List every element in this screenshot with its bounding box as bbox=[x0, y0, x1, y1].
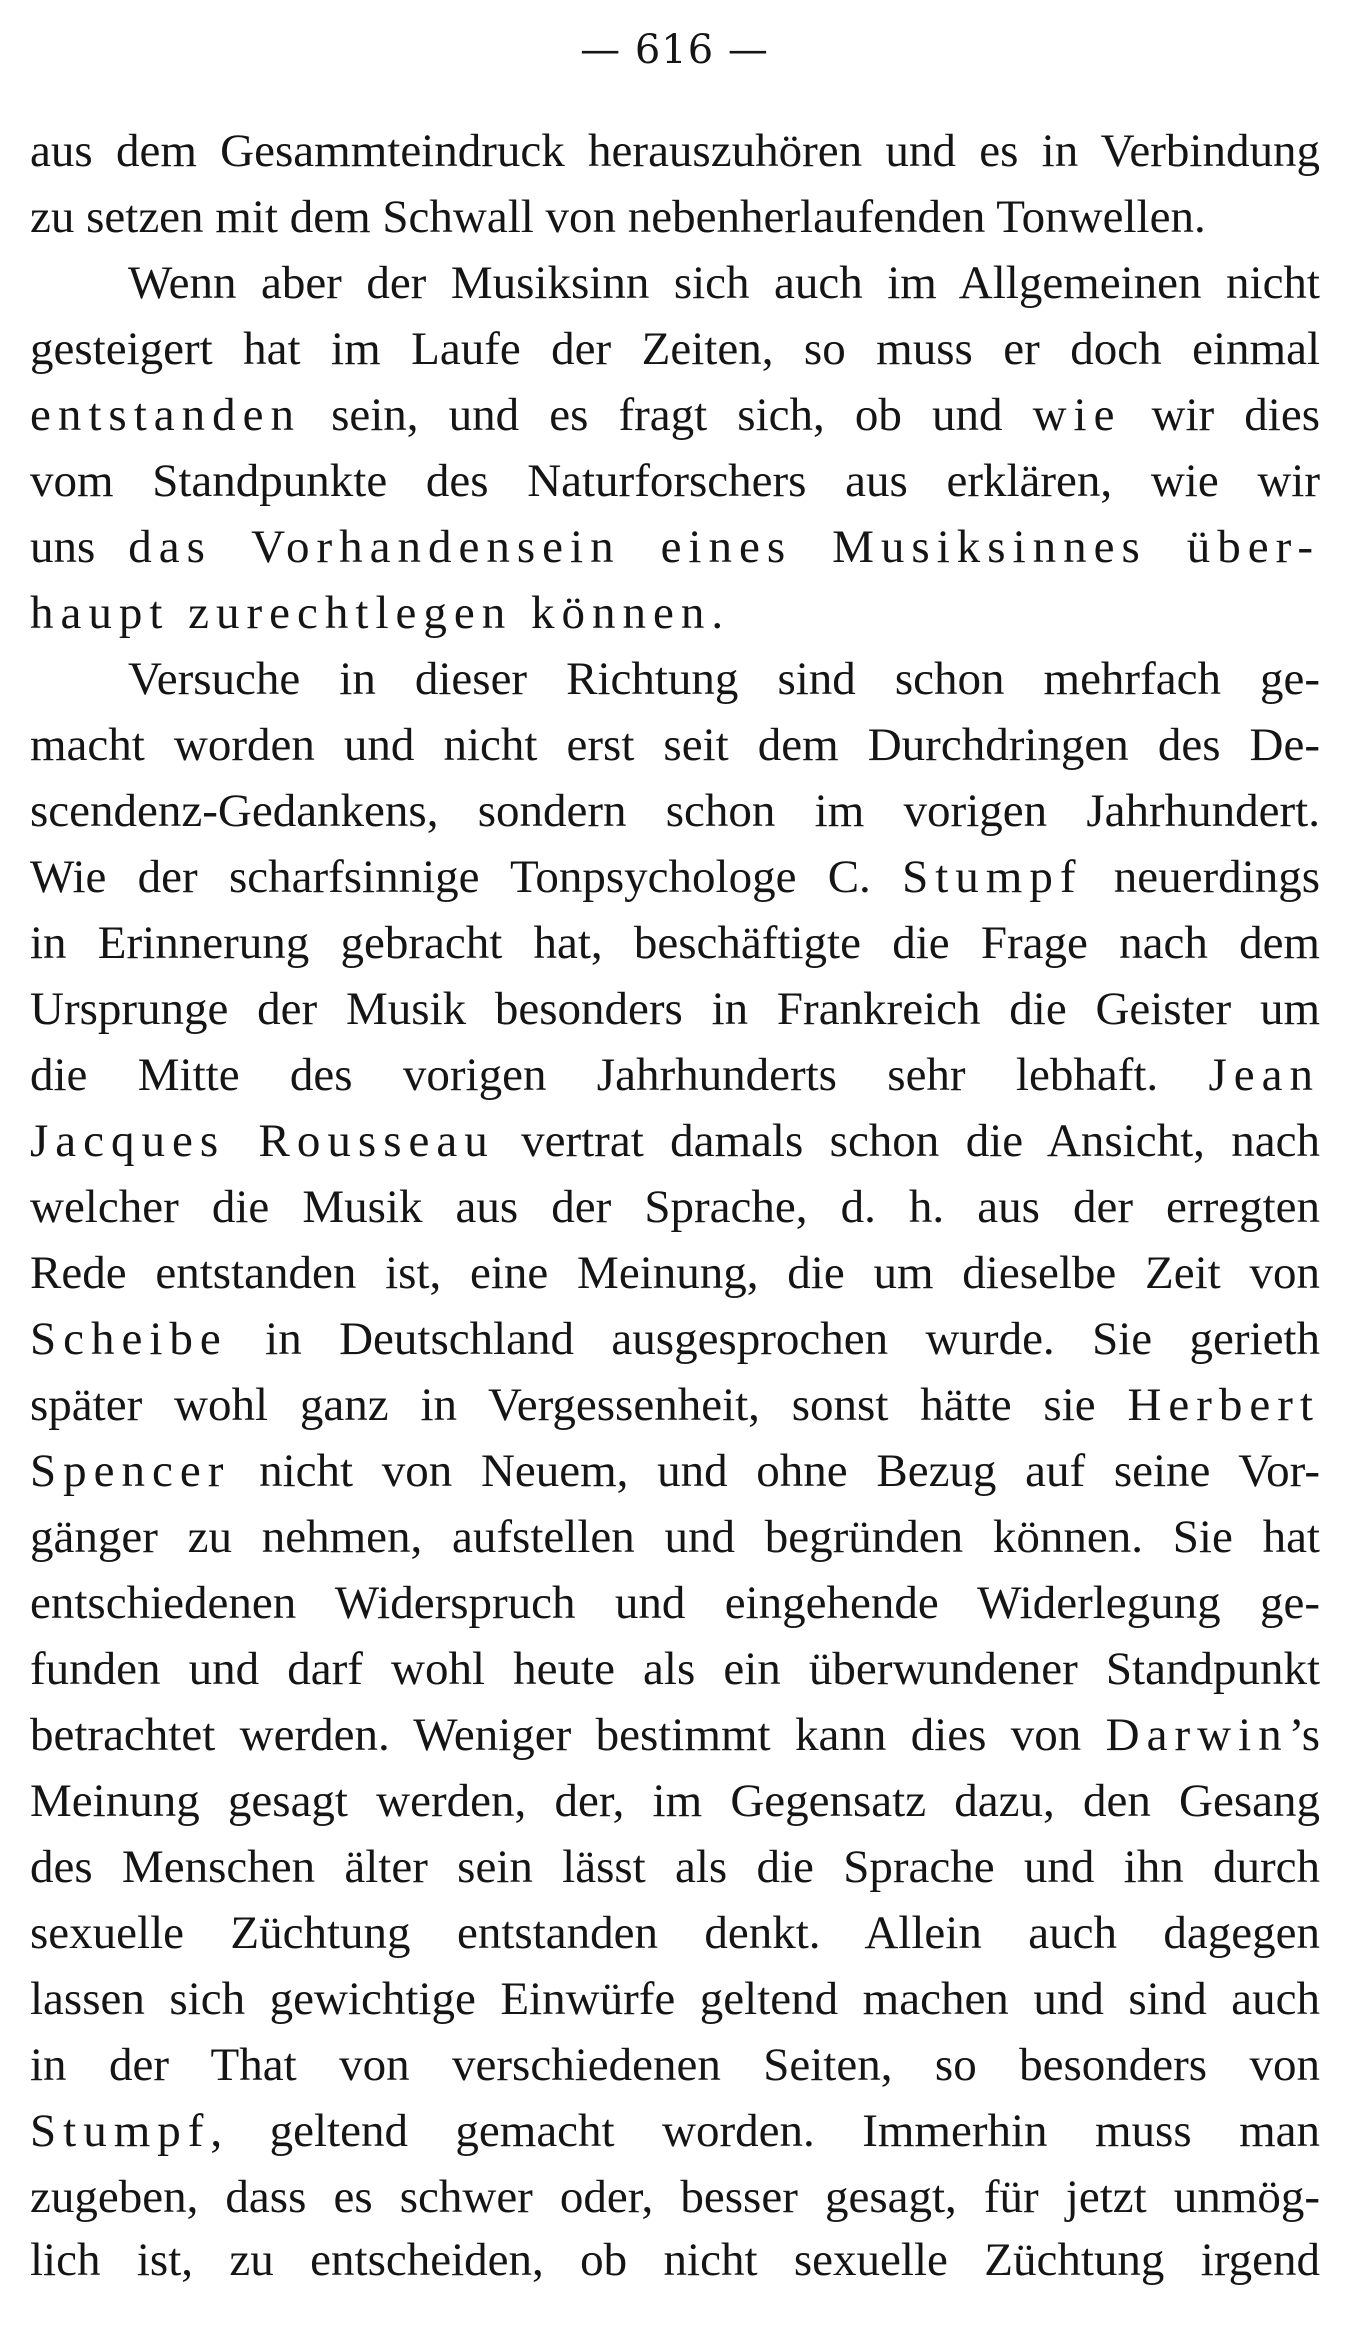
spaced-name: Darwin bbox=[1105, 1709, 1289, 1761]
text-line: des Menschen älter sein lässt als die Sprache und ihn durch bbox=[30, 1841, 1320, 1893]
spaced-name: Stumpf bbox=[902, 851, 1083, 903]
text-line: Jacques Rousseau vertrat damals schon die Ansicht, nach bbox=[30, 1115, 1320, 1167]
page-number: — 616 — bbox=[580, 27, 769, 73]
spaced-emphasis: entstanden bbox=[30, 389, 301, 441]
text-line: sexuelle Züchtung entstanden denkt. Allein auch dagegen bbox=[30, 1907, 1320, 1959]
text-line: betrachtet werden. Weniger bestimmt kann dies von Darwin’s bbox=[30, 1709, 1320, 1761]
text-line: gesteigert hat im Laufe der Zeiten, so muss er doch einmal bbox=[30, 323, 1320, 375]
spaced-name: Spencer bbox=[30, 1445, 231, 1497]
text-line: die Mitte des vorigen Jahrhunderts sehr lebhaft. Jean bbox=[30, 1049, 1320, 1101]
text-line: in der That von verschiedenen Seiten, so besonders von bbox=[30, 2039, 1320, 2091]
paragraph-start: Wenn aber der Musiksinn sich auch im Allgemeinen nicht bbox=[128, 257, 1320, 309]
spaced-name: Jean bbox=[1208, 1049, 1320, 1101]
text-line: später wohl ganz in Vergessenheit, sonst hätte sie Herbert bbox=[30, 1379, 1320, 1431]
spaced-emphasis: das Vorhandensein eines Musiksinnes über- bbox=[128, 521, 1320, 573]
text-line: macht worden und nicht erst seit dem Durchdringen des De- bbox=[30, 719, 1320, 771]
text-line: vom Standpunkte des Naturforschers aus erklären, wie wir bbox=[30, 455, 1320, 507]
text-line: entschiedenen Widerspruch und eingehende Widerlegung ge- bbox=[30, 1577, 1320, 1629]
text-line: Spencer nicht von Neuem, und ohne Bezug auf seine Vor- bbox=[30, 1445, 1320, 1497]
text-line: Meinung gesagt werden, der, im Gegensatz dazu, den Gesang bbox=[30, 1775, 1320, 1827]
text-line: in Erinnerung gebracht hat, beschäftigte die Frage nach dem bbox=[30, 917, 1320, 969]
text-line: gänger zu nehmen, aufstellen und begründen können. Sie hat bbox=[30, 1511, 1320, 1563]
spaced-name: Jacques Rousseau bbox=[30, 1115, 495, 1167]
spaced-name: Stumpf bbox=[30, 2105, 211, 2157]
text-line: Wie der scharfsinnige Tonpsychologe C. Stumpf neuerdings bbox=[30, 851, 1320, 903]
text-line: aus dem Gesammteindruck herauszuhören und es in Verbindung bbox=[30, 125, 1320, 177]
text-line bbox=[30, 580, 1320, 646]
spaced-name: Herbert bbox=[1127, 1379, 1320, 1431]
text-line: welcher die Musik aus der Sprache, d. h. aus der erregten bbox=[30, 1181, 1320, 1233]
text-line: Stumpf, geltend gemacht worden. Immerhin muss man bbox=[30, 2105, 1320, 2157]
spaced-emphasis: wie bbox=[1032, 389, 1122, 441]
text-line: zu setzen mit dem Schwall von nebenherlaufenden Tonwellen. bbox=[30, 191, 1206, 243]
spaced-emphasis: haupt zurechtlegen können. bbox=[30, 587, 731, 639]
paragraph-start: Versuche in dieser Richtung sind schon mehrfach ge- bbox=[128, 653, 1320, 705]
text-line: scendenz-Gedankens, sondern schon im vorigen Jahrhundert. bbox=[30, 785, 1320, 837]
text-line: funden und darf wohl heute als ein überwundener Standpunkt bbox=[30, 1643, 1320, 1695]
text-line: entstanden sein, und es fragt sich, ob und wie wir dies bbox=[30, 389, 1320, 441]
text-line: Ursprunge der Musik besonders in Frankreich die Geister um bbox=[30, 983, 1320, 1035]
text-line: Scheibe in Deutschland ausgesprochen wurde. Sie gerieth bbox=[30, 1313, 1320, 1365]
text-line: lich ist, zu entscheiden, ob nicht sexuelle Züchtung irgend bbox=[30, 2234, 1320, 2286]
text-line: zugeben, dass es schwer oder, besser gesagt, für jetzt unmög- bbox=[30, 2171, 1320, 2223]
text-line: lassen sich gewichtige Einwürfe geltend machen und sind auch bbox=[30, 1973, 1320, 2025]
spaced-name: Scheibe bbox=[30, 1313, 228, 1365]
text-line: Rede entstanden ist, eine Meinung, die um dieselbe Zeit von bbox=[30, 1247, 1320, 1299]
text-line: uns das Vorhandensein eines Musiksinnes über- bbox=[30, 521, 1320, 573]
